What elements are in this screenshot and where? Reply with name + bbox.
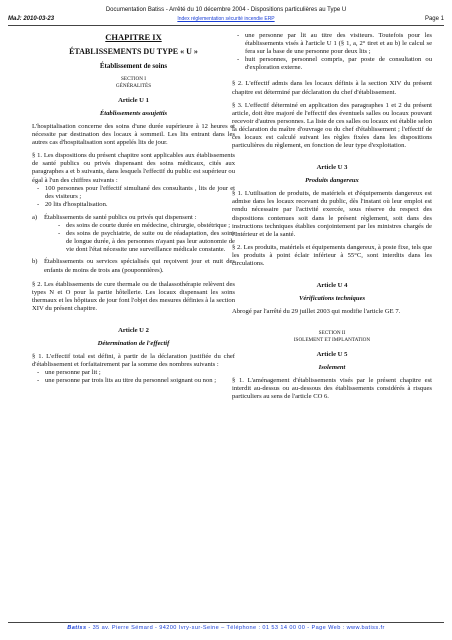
header-row <box>8 15 444 23</box>
list-item: - une personne par trois lits au titre du personnel soignant ou non ; <box>45 377 235 385</box>
list-item: - 20 lits d'hospitalisation. <box>45 201 235 209</box>
chapter-subtitle: Établissement de soins <box>99 62 168 70</box>
section-title: GÉNÉRALITÉS <box>115 82 152 89</box>
item-label: b) <box>32 258 38 266</box>
update-date: MaJ: 2010-03-23 <box>8 16 55 22</box>
list-item: - huit personnes, personnel compris, par poste de consultation ou d'exploration externe. <box>245 56 432 72</box>
document-title: Documentation Batiss - Arrêté du 10 décembre 2004 - Dispositions particulières au Type U <box>105 7 347 13</box>
list-item: - une personne par lit au titre des visiteurs. Toutefois pour les établissements visés à l'article U 1 (§ 1, a, 2° tiret et au b) le calcul se fera sur la base de une personne pour deux lits ; <box>245 32 432 56</box>
footer-divider <box>8 622 444 623</box>
header-divider <box>8 25 444 26</box>
section-number: SECTION I <box>121 76 146 82</box>
list-item: - 100 personnes pour l'effectif simultané des consultants , lits de jour et des visiteurs ; <box>45 185 235 201</box>
article-heading: Article U 5 <box>316 351 348 359</box>
paragraph: § 1. L'effectif total est défini, à partir de la déclaration justifiée du chef d'établissement et forfaitairement par la somme des nombres suivants : <box>32 352 235 369</box>
index-link[interactable]: Index réglementation sécurité incendie ERP <box>177 16 275 22</box>
item-text: Établissements de santé publics ou privés qui dispensent : <box>44 213 197 221</box>
bullet-list <box>32 369 235 385</box>
article-title: Produits dangereux <box>305 177 359 185</box>
paragraph: § 1. L'aménagement d'établissements visés par le présent chapitre est interdit au-dessus ou au-dessous des établissements considérés à risques particuliers au sens de l'article CO 6. <box>232 377 432 401</box>
article-title: Vérifications techniques <box>298 295 366 303</box>
list-item: - une personne par lit ; <box>45 369 235 377</box>
paragraph: § 1. L'utilisation de produits, de matériels et d'équipements dangereux est admise dans les locaux recevant du public, dès l'instant où leur emploi est rendu nécessaire par l'activité exercée, sous réserve du respect des dispositions contenues soit dans le présent règlement, soit dans des instructions techniques établies conjointement par les ministres chargés de l'Intérieur et de la santé. <box>232 190 432 238</box>
article-heading: Article U 3 <box>316 164 348 172</box>
item-text: Établissements ou services spécialisés qui reçoivent jour et nuit des enfants de moins de trois ans (pouponnières). <box>44 258 235 274</box>
section-title: ISOLEMENT ET IMPLANTATION <box>293 336 371 343</box>
bullet-list <box>232 32 432 72</box>
paragraph: § 2. Les établissements de cure thermale ou de thalassothérapie relèvent des types N et O pour la partie hôtellerie. Les locaux dispensant les soins thermaux et les hôpitaux de jour font l'objet des mesures définies à la section XIV du présent chapitre. <box>32 280 235 312</box>
chapter-title: ÉTABLISSEMENTS DU TYPE « U » <box>69 47 198 56</box>
section-heading <box>32 76 235 89</box>
article-title: Établissements assujettis <box>99 110 168 117</box>
footer <box>0 625 452 632</box>
paragraph: § 3. L'effectif déterminé en application des paragraphes 1 et 2 du présent article, doit être majoré de l'effectif des éventuels salles ou locaux pouvant recevoir d'autres personnes. La liste de ces salles ou locaux est établie selon la déclaration du maître d'ouvrage ou du chef d'établissement ; l'effectif de ces locaux est calculé suivant les règles fixées dans les dispositions particulières du règlement, en fonction de leur type d'exploitation. <box>232 101 432 150</box>
article-heading: Article U 4 <box>316 282 348 290</box>
item-label: a) <box>32 213 38 221</box>
page-number: Page 1 <box>424 16 444 22</box>
list-item: - des soins de courte durée en médecine, chirurgie, obstétrique ; <box>66 222 235 230</box>
article-heading: Article U 1 <box>118 97 149 104</box>
article-heading: Article U 2 <box>118 326 149 334</box>
paragraph: § 2. L'effectif admis dans les locaux définis à la section XIV du présent chapitre est déterminé par déclaration du chef d'établissement. <box>232 80 432 96</box>
paragraph: § 1. Les dispositions du présent chapitre sont applicables aux établissements de santé publics ou privés dispensant des soins médicaux, cités aux paragraphes a et b suivants, dans lesquels l'effectif du public est supérieur ou égal à l'un des chiffres suivants : <box>32 152 235 184</box>
article-title: Isolement <box>318 364 346 372</box>
section-number: SECTION II <box>318 330 346 337</box>
right-column <box>232 32 432 406</box>
footer-contact: - 35 av. Pierre Sémard - 94200 Ivry-sur-Seine – Téléphone : 01 53 14 00 00 - Page Web : www.batiss.fr <box>86 625 385 631</box>
paragraph: Abrogé par l'arrêté du 29 juillet 2003 qui modifie l'article GE 7. <box>232 308 401 316</box>
brand-name: Batiss <box>67 625 87 631</box>
article-title: Détermination de l'effectif <box>97 339 170 347</box>
bullet-list <box>44 222 235 254</box>
chapter-number: CHAPITRE IX <box>105 32 162 42</box>
left-column <box>32 32 235 390</box>
bullet-list <box>32 185 235 209</box>
section-heading <box>232 330 432 343</box>
list-item: - des soins de psychiatrie, de suite ou de réadaptation, des soins de longue durée, à des personnes n'ayant pas leur autonomie de vie dont l'état nécessite une surveillance médicale constante. <box>66 230 235 254</box>
lettered-item-b <box>32 258 235 274</box>
paragraph: § 2. Les produits, matériels et équipements dangereux, à poste fixe, tels que les produits à point éclair inférieur à 55°C, sont interdits dans les circulations. <box>232 243 432 267</box>
paragraph: L'hospitalisation concerne des soins d'une durée supérieure à 12 heures et nécessite par destination des locaux à sommeil. Les lits entrant dans les autres cas d'hospitalisation sont appelés lits de jour. <box>32 123 235 147</box>
lettered-item-a <box>32 214 235 254</box>
